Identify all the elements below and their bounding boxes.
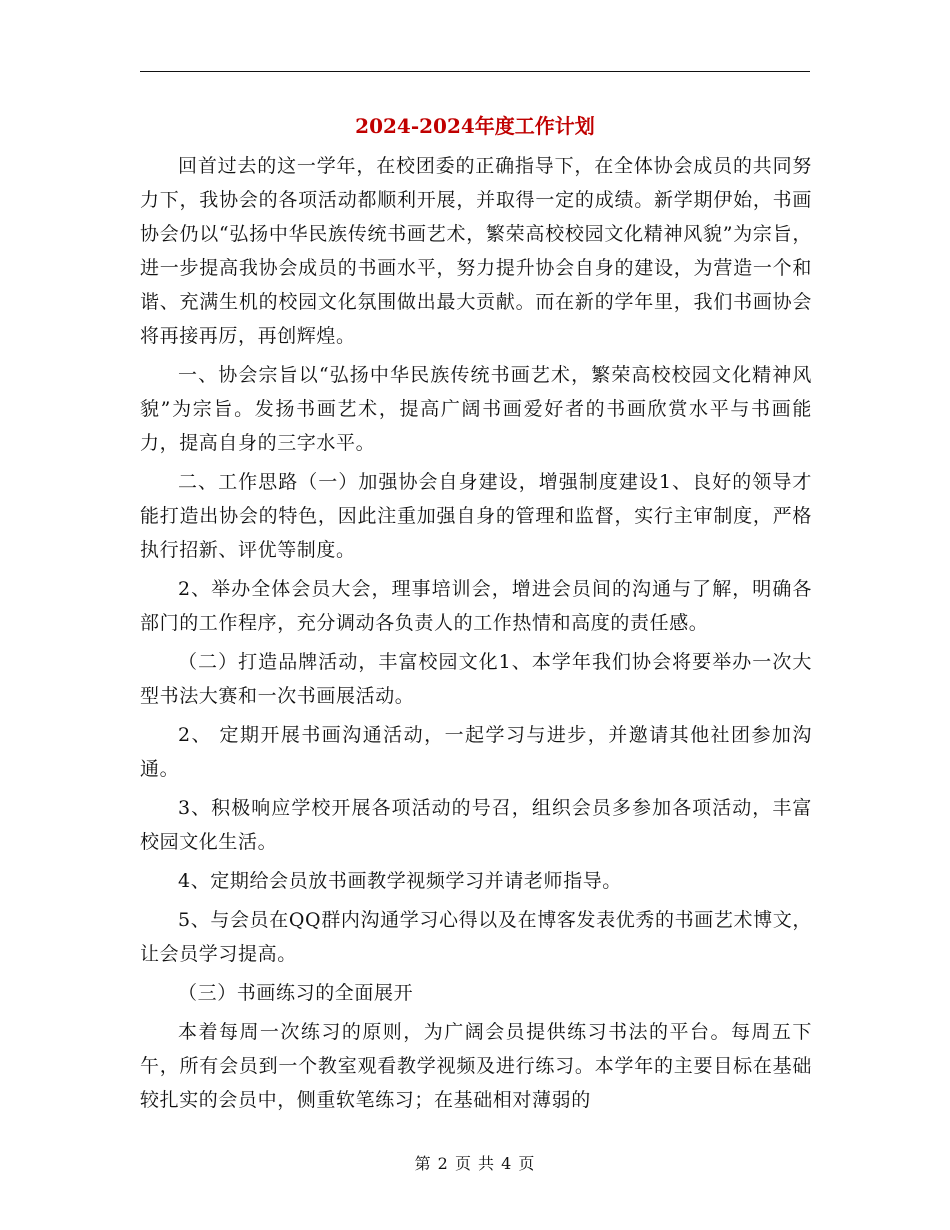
paragraph-school-activities: 3、积极响应学校开展各项活动的号召，组织会员多参加各项活动，丰富校园文化生活。	[140, 797, 812, 853]
paragraph-intro: 回首过去的这一学年，在校团委的正确指导下，在全体协会成员的共同努力下，我协会的各项活动都顺利开展，并取得一定的成绩。新学期伊始，书画协会仍以“弘扬中华民族传统书画艺术，繁荣高校校园文化精神风貌”为宗旨，进一步提高我协会成员的书画水平，努力提升协会自身的建设，为营造一个和谐、充满生机的校园文化氛围做出最大贡献。而在新的学年里，我们书画协会将再接再厉，再创辉煌。	[140, 155, 812, 347]
paragraph-member-meeting: 2、举办全体会员大会，理事培训会，增进会员间的沟通与了解，明确各部门的工作程序，充分调动各负责人的工作热情和高度的责任感。	[140, 578, 812, 634]
paragraph-brand-activities: （二）打造品牌活动，丰富校园文化1、本学年我们协会将要举办一次大型书法大赛和一次书画展活动。	[140, 651, 812, 707]
paragraph-work-idea: 二、工作思路（一）加强协会自身建设，增强制度建设1、良好的领导才能打造出协会的特色，因此注重加强自身的管理和监督，实行主审制度，严格执行招新、评优等制度。	[140, 471, 812, 561]
paragraph-video-study: 4、定期给会员放书画教学视频学习并请老师指导。	[178, 870, 622, 892]
paragraph-qq-blog: 5、与会员在QQ群内沟通学习心得以及在博客发表优秀的书画艺术博文，让会员学习提高。	[140, 909, 812, 965]
paragraph-practice-heading: （三）书画练习的全面展开	[178, 982, 414, 1004]
paragraph-exchange: 2、 定期开展书画沟通活动，一起学习与进步，并邀请其他社团参加沟通。	[140, 724, 812, 780]
header-rule	[140, 71, 810, 72]
document-title: 2024-2024年度工作计划	[355, 114, 595, 138]
document-body	[140, 149, 812, 1117]
page-number: 第 2 页 共 4 页	[414, 1154, 536, 1173]
paragraph-purpose: 一、协会宗旨以“弘扬中华民族传统书画艺术，繁荣高校校园文化精神风貌”为宗旨。发扬书画艺术，提高广阔书画爱好者的书画欣赏水平与书画能力，提高自身的三字水平。	[140, 364, 812, 454]
paragraph-weekly-practice: 本着每周一次练习的原则，为广阔会员提供练习书法的平台。每周五下午，所有会员到一个教室观看教学视频及进行练习。本学年的主要目标在基础较扎实的会员中，侧重软笔练习；在基础相对薄弱的	[140, 1021, 812, 1111]
